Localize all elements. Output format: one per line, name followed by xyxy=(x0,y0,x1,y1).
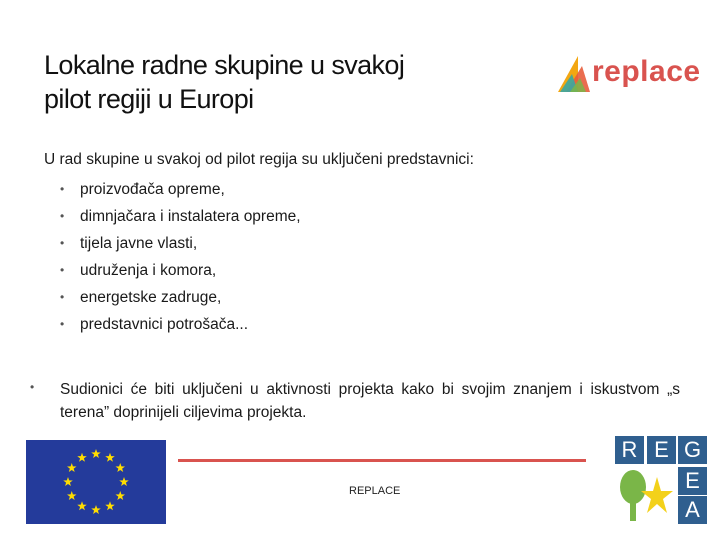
eu-star-icon xyxy=(77,453,87,462)
list-item-text: udruženja i komora, xyxy=(80,262,217,279)
regea-tree-star-icon xyxy=(615,467,675,524)
eu-star-icon xyxy=(115,463,125,472)
eu-star-icon xyxy=(119,477,129,486)
regea-logo xyxy=(611,432,707,524)
bullet-icon: • xyxy=(30,380,35,394)
replace-logo-icon xyxy=(556,52,596,96)
bullet-icon: • xyxy=(60,290,65,304)
list-item xyxy=(60,230,301,257)
eu-star-icon xyxy=(91,449,101,458)
eu-star-icon xyxy=(67,463,77,472)
regea-letter: A xyxy=(678,496,707,524)
list-item-text: tijela javne vlasti, xyxy=(80,235,198,252)
title-line-1: Lokalne radne skupine u svakoj xyxy=(44,50,405,80)
list-item xyxy=(60,311,301,338)
list-item-text: proizvođača opreme, xyxy=(80,181,225,198)
eu-star-icon xyxy=(91,505,101,514)
list-item-text: dimnjačara i instalatera opreme, xyxy=(80,208,301,225)
regea-letter: R xyxy=(615,436,644,464)
eu-flag xyxy=(26,440,166,524)
intro-text: U rad skupine u svakoj od pilot regija su uključeni predstavnici: xyxy=(44,151,474,168)
eu-star-icon xyxy=(115,491,125,500)
participants-paragraph xyxy=(30,378,680,424)
regea-letter: G xyxy=(678,436,707,464)
list-item xyxy=(60,203,301,230)
list-item xyxy=(60,257,301,284)
footer-label: REPLACE xyxy=(349,485,401,497)
representatives-list xyxy=(60,176,301,338)
paragraph-text: Sudionici će biti uključeni u aktivnosti projekta kako bi svojim znanjem i iskustvom „s terena” doprinijeli ciljevima projekta. xyxy=(60,381,680,421)
list-item xyxy=(60,176,301,203)
eu-star-icon xyxy=(105,501,115,510)
list-item-text: predstavnici potrošača... xyxy=(80,316,249,333)
eu-star-icon xyxy=(67,491,77,500)
slide-title xyxy=(44,48,524,116)
eu-star-icon xyxy=(63,477,73,486)
bullet-icon: • xyxy=(60,317,65,331)
eu-star-icon xyxy=(105,453,115,462)
bullet-icon: • xyxy=(60,263,65,277)
replace-logo-word: replace xyxy=(592,55,701,88)
bullet-icon: • xyxy=(60,182,65,196)
replace-logo xyxy=(556,52,706,96)
list-item xyxy=(60,284,301,311)
eu-star-icon xyxy=(77,501,87,510)
footer-divider xyxy=(178,459,586,462)
regea-letter: E xyxy=(647,436,676,464)
list-item-text: energetske zadruge, xyxy=(80,289,222,306)
bullet-icon: • xyxy=(60,236,65,250)
bullet-icon: • xyxy=(60,209,65,223)
regea-letter: E xyxy=(678,467,707,495)
eu-stars-icon xyxy=(26,440,166,524)
title-line-2: pilot regiji u Europi xyxy=(44,84,254,114)
